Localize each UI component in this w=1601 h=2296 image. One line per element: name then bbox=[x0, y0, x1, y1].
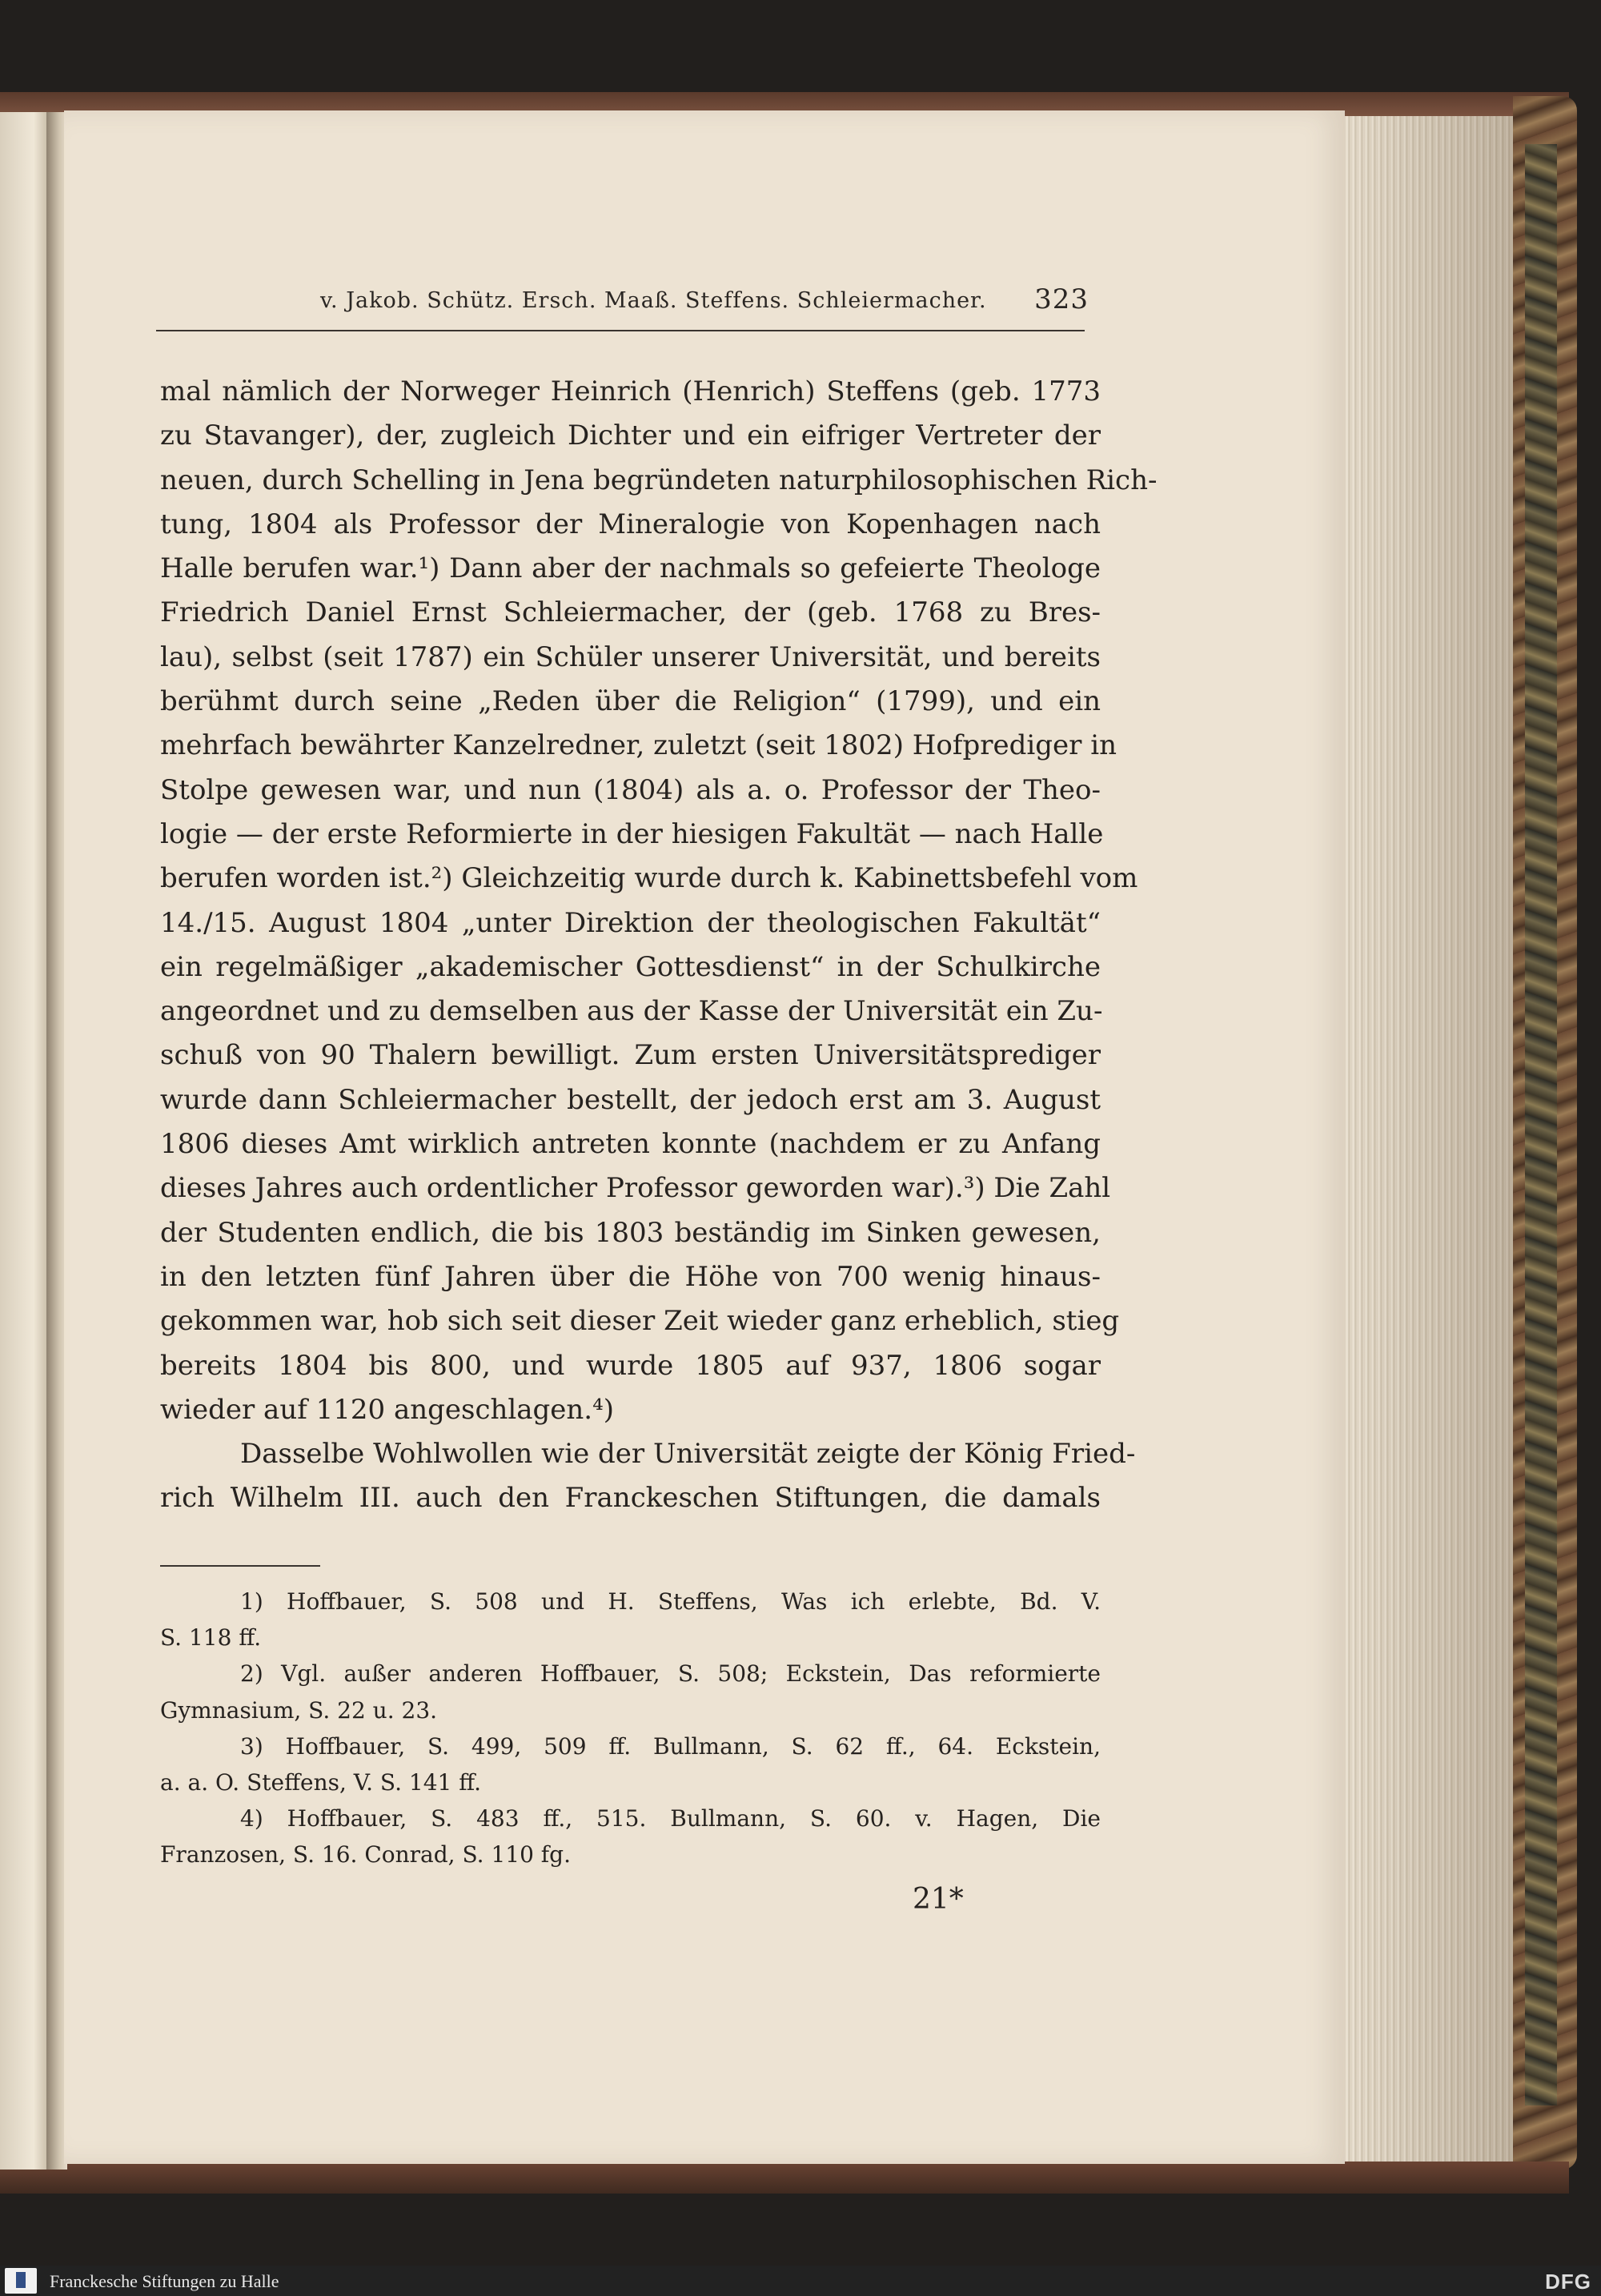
text-line: lau), selbst (seit 1787) ein Schüler unserer Universität, und bereits bbox=[160, 640, 1101, 673]
text-line: ein regelmäßiger „akademischer Gottesdienst“ in der Schulkirche bbox=[160, 950, 1101, 983]
running-title: v. Jakob. Schütz. Ersch. Maaß. Steffens. Schleiermacher. bbox=[320, 288, 987, 313]
footnote-line: Franzosen, S. 16. Conrad, S. 110 fg. bbox=[160, 1841, 571, 1869]
text-line: rich Wilhelm III. auch den Franckeschen Stiftungen, die damals bbox=[160, 1482, 1101, 1515]
text-line: Dasselbe Wohlwollen wie der Universität zeigte der König Fried- bbox=[240, 1438, 1136, 1471]
text-line: in den letzten fünf Jahren über die Höhe von 700 wenig hinaus- bbox=[160, 1260, 1101, 1293]
text-line: berufen worden ist.²) Gleichzeitig wurde durch k. Kabinettsbefehl vom bbox=[160, 862, 1138, 895]
text-line: dieses Jahres auch ordentlicher Professor geworden war).³) Die Zahl bbox=[160, 1172, 1111, 1205]
text-line: angeordnet und zu demselben aus der Kasse der Universität ein Zu- bbox=[160, 995, 1103, 1028]
body-text bbox=[160, 370, 1158, 1521]
text-line: wieder auf 1120 angeschlagen.⁴) bbox=[160, 1393, 615, 1426]
institution-name: Franckesche Stiftungen zu Halle bbox=[50, 2271, 279, 2291]
footnote-rule bbox=[160, 1565, 320, 1567]
text-line: Halle berufen war.¹) Dann aber der nachmals so gefeierte Theologe bbox=[160, 552, 1101, 585]
text-line: schuß von 90 Thalern bewilligt. Zum ersten Universitätsprediger bbox=[160, 1039, 1101, 1072]
text-line: Stolpe gewesen war, und nun (1804) als a. o. Professor der Theo- bbox=[160, 773, 1101, 806]
footnote-line: S. 118 ff. bbox=[160, 1624, 262, 1652]
running-header bbox=[160, 283, 1089, 328]
text-line: berühmt durch seine „Reden über die Religion“ (1799), und ein bbox=[160, 685, 1101, 718]
institution-logo-icon bbox=[5, 2268, 37, 2294]
text-line: zu Stavanger), der, zugleich Dichter und ein eifriger Vertreter der bbox=[160, 419, 1101, 452]
footnote-line: 1) Hoffbauer, S. 508 und H. Steffens, Was ich erlebte, Bd. V. bbox=[240, 1588, 1101, 1615]
text-line: Friedrich Daniel Ernst Schleiermacher, der (geb. 1768 zu Bres- bbox=[160, 596, 1101, 629]
footnotes bbox=[160, 1584, 1101, 1873]
header-rule bbox=[156, 330, 1085, 331]
credit-bar bbox=[0, 2266, 1601, 2296]
footnote-line: 4) Hoffbauer, S. 483 ff., 515. Bullmann, S. 60. v. Hagen, Die bbox=[240, 1805, 1101, 1832]
dfg-logo: DFG bbox=[1545, 2270, 1591, 2294]
facing-page-edge bbox=[0, 112, 48, 2170]
page-number: 323 bbox=[1034, 283, 1089, 315]
text-line: bereits 1804 bis 800, und wurde 1805 auf 937, 1806 sogar bbox=[160, 1349, 1101, 1382]
page-edge-shade bbox=[1345, 116, 1513, 2162]
marbled-endpaper bbox=[1525, 144, 1557, 2105]
footnote-line: 2) Vgl. außer anderen Hoffbauer, S. 508; Eckstein, Das reformierte bbox=[240, 1660, 1101, 1688]
signature-mark: 21* bbox=[913, 1883, 964, 1916]
text-line: 1806 dieses Amt wirklich antreten konnte (nachdem er zu Anfang bbox=[160, 1128, 1101, 1161]
text-line: der Studenten endlich, die bis 1803 beständig im Sinken gewesen, bbox=[160, 1216, 1101, 1249]
footnote-line: Gymnasium, S. 22 u. 23. bbox=[160, 1696, 438, 1724]
text-line: mal nämlich der Norweger Heinrich (Henrich) Steffens (geb. 1773 bbox=[160, 375, 1101, 407]
book-cover-bottom bbox=[0, 2162, 1569, 2194]
text-line: 14./15. August 1804 „unter Direktion der theologischen Fakultät“ bbox=[160, 906, 1101, 939]
footnote-line: a. a. O. Steffens, V. S. 141 ff. bbox=[160, 1768, 482, 1796]
text-line: wurde dann Schleiermacher bestellt, der jedoch erst am 3. August bbox=[160, 1083, 1101, 1116]
text-line: logie — der erste Reformierte in der hiesigen Fakultät — nach Halle bbox=[160, 817, 1104, 850]
text-line: neuen, durch Schelling in Jena begründeten naturphilosophischen Rich- bbox=[160, 464, 1158, 496]
text-line: mehrfach bewährter Kanzelredner, zuletzt (seit 1802) Hofprediger in bbox=[160, 729, 1117, 762]
footnote-line: 3) Hoffbauer, S. 499, 509 ff. Bullmann, S. 62 ff., 64. Eckstein, bbox=[240, 1732, 1101, 1760]
text-line: gekommen war, hob sich seit dieser Zeit wieder ganz erheblich, stieg bbox=[160, 1305, 1120, 1338]
text-line: tung, 1804 als Professor der Mineralogie von Kopenhagen nach bbox=[160, 508, 1101, 540]
